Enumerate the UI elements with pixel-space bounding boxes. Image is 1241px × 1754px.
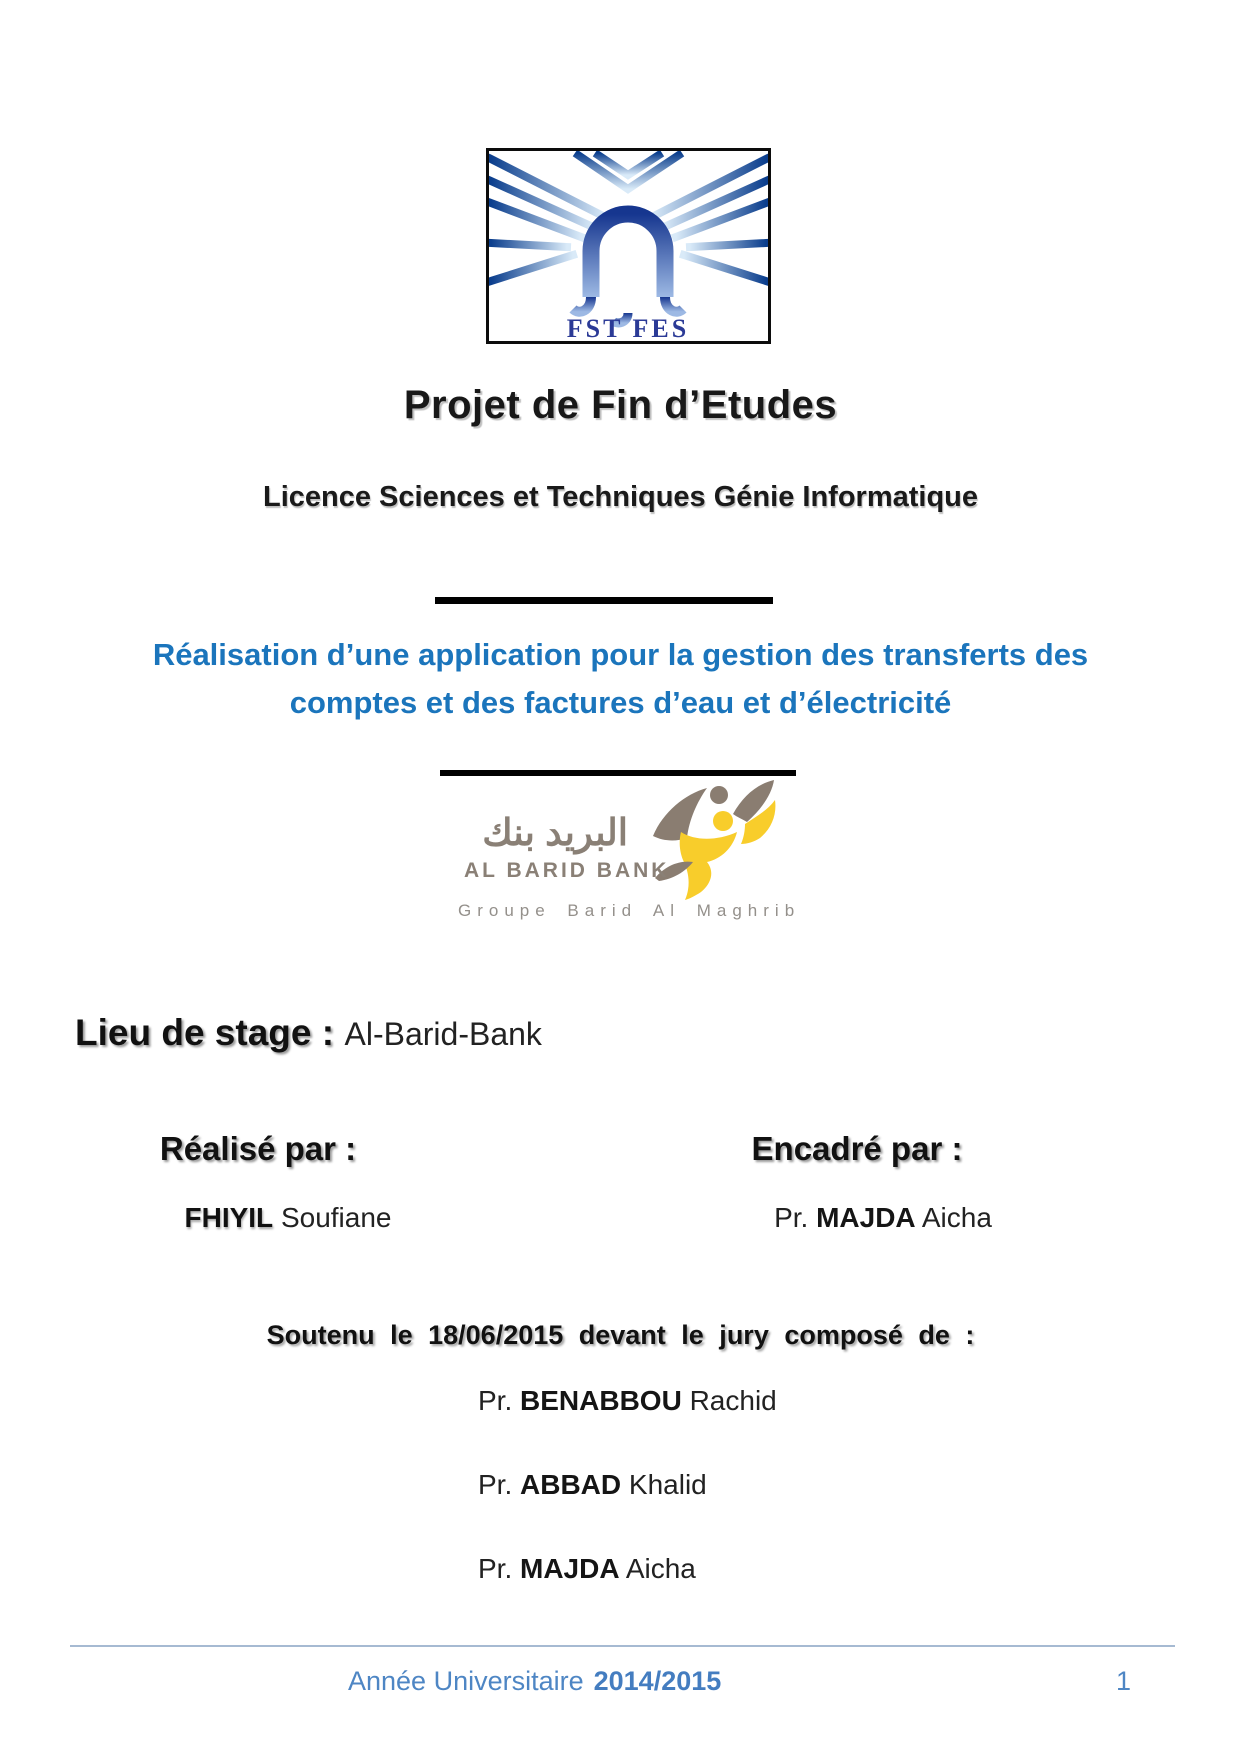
jury-first-name: Rachid bbox=[689, 1385, 777, 1416]
jury-last-name: BENABBOU bbox=[520, 1385, 682, 1416]
project-title-line2: comptes et des factures d’eau et d’électricité bbox=[289, 685, 952, 720]
footer-rule bbox=[70, 1645, 1175, 1647]
jury-last-name: ABBAD bbox=[520, 1469, 622, 1500]
jury-prefix: Pr. bbox=[478, 1469, 513, 1500]
jury-first-name: Khalid bbox=[628, 1469, 707, 1500]
report-type-title: Projet de Fin d’Etudes bbox=[403, 383, 838, 427]
footer-year-value: 2014/2015 bbox=[593, 1666, 722, 1696]
fst-fes-emblem-icon bbox=[489, 151, 768, 341]
bank-name-arabic: البريد بنك bbox=[482, 812, 628, 853]
jury-member bbox=[478, 1469, 707, 1501]
jury-last-name: MAJDA bbox=[520, 1553, 620, 1584]
internship-location-label: Lieu de stage : bbox=[75, 1012, 335, 1053]
footer-year-label: Année Universitaire bbox=[348, 1666, 584, 1696]
page-number: 1 bbox=[1115, 1666, 1131, 1696]
supervisor-prefix: Pr. bbox=[774, 1202, 809, 1233]
author-name bbox=[138, 1202, 438, 1234]
internship-location-value: Al-Barid-Bank bbox=[344, 1016, 542, 1052]
bank-group-name: Groupe Barid Al Maghrib bbox=[458, 901, 801, 920]
jury-member bbox=[478, 1553, 696, 1585]
project-title bbox=[0, 631, 1241, 727]
al-barid-bank-logo bbox=[440, 780, 800, 930]
jury-prefix: Pr. bbox=[478, 1385, 513, 1416]
project-title-line1: Réalisation d’une application pour la gestion des transferts des bbox=[152, 637, 1089, 672]
internship-location-line bbox=[75, 1012, 542, 1054]
jury-member bbox=[478, 1385, 777, 1417]
divider-bottom bbox=[440, 770, 796, 776]
supervisor-name bbox=[733, 1202, 1033, 1234]
bank-name-latin: AL BARID BANK bbox=[464, 859, 670, 882]
supervisor-first-name: Aicha bbox=[921, 1202, 992, 1233]
footer-academic-year bbox=[348, 1666, 721, 1697]
supervisor-last-name: MAJDA bbox=[816, 1202, 916, 1233]
supervised-by-label: Encadré par : bbox=[751, 1130, 963, 1167]
fst-fes-logo bbox=[486, 148, 771, 344]
degree-subtitle: Licence Sciences et Techniques Génie Informatique bbox=[262, 481, 979, 513]
defense-statement: Soutenu le 18/06/2015 devant le jury composé de : bbox=[266, 1320, 975, 1350]
divider-top bbox=[435, 597, 773, 604]
author-last-name: FHIYIL bbox=[184, 1202, 274, 1233]
jury-first-name: Aicha bbox=[625, 1553, 696, 1584]
fst-fes-logo-text: FST FES bbox=[566, 314, 690, 341]
realized-by-label: Réalisé par : bbox=[159, 1130, 357, 1167]
jury-prefix: Pr. bbox=[478, 1553, 513, 1584]
author-first-name: Soufiane bbox=[280, 1202, 392, 1233]
